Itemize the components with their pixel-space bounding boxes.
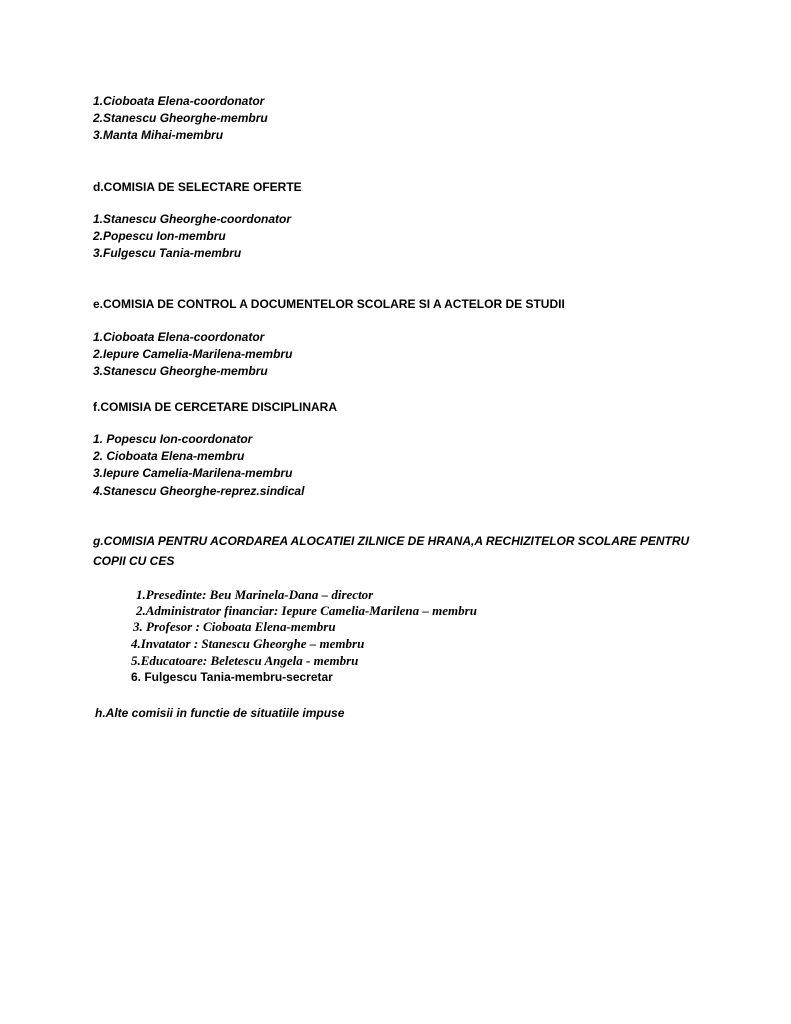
section-c-member-1: 1.Cioboata Elena-coordonator (93, 94, 265, 108)
section-g-member-2: 2.Administrator financiar: Iepure Camelia-Marilena – membru (136, 603, 477, 618)
section-e-member-2: 2.Iepure Camelia-Marilena-membru (93, 347, 293, 361)
section-f-member-3: 3.Iepure Camelia-Marilena-membru (93, 466, 293, 480)
section-g-title-line-1: g.COMISIA PENTRU ACORDAREA ALOCATIEI ZILNICE DE HRANA,A RECHIZITELOR SCOLARE PENTRU (93, 534, 690, 548)
section-e-title: e.COMISIA DE CONTROL A DOCUMENTELOR SCOLARE SI A ACTELOR DE STUDII (93, 297, 565, 311)
section-g-member-5: 5.Educatoare: Beletescu Angela - membru (131, 653, 359, 668)
section-d-member-3: 3.Fulgescu Tania-membru (93, 246, 242, 260)
section-f-member-2: 2. Cioboata Elena-membru (93, 449, 245, 463)
section-g-member-4: 4.Invatator : Stanescu Gheorghe – membru (131, 636, 365, 651)
section-c-member-2: 2.Stanescu Gheorghe-membru (93, 111, 268, 125)
section-g-title-line-2: COPII CU CES (93, 554, 175, 568)
section-c-member-3: 3.Manta Mihai-membru (93, 128, 224, 142)
section-e-member-1: 1.Cioboata Elena-coordonator (93, 330, 265, 344)
section-g-member-1: 1.Presedinte: Beu Marinela-Dana – director (136, 587, 374, 602)
section-f-member-4: 4.Stanescu Gheorghe-reprez.sindical (93, 484, 305, 498)
section-f-title: f.COMISIA DE CERCETARE DISCIPLINARA (93, 400, 338, 414)
section-d-member-1: 1.Stanescu Gheorghe-coordonator (93, 212, 292, 226)
section-g-member-6: 6. Fulgescu Tania-membru-secretar (131, 670, 333, 684)
section-g-member-3: 3. Profesor : Cioboata Elena-membru (133, 619, 336, 634)
section-d-title: d.COMISIA DE SELECTARE OFERTE (93, 180, 302, 194)
section-d-member-2: 2.Popescu Ion-membru (93, 229, 226, 243)
section-h-title: h.Alte comisii in functie de situatiile impuse (95, 706, 345, 720)
section-e-member-3: 3.Stanescu Gheorghe-membru (93, 364, 268, 378)
section-f-member-1: 1. Popescu Ion-coordonator (93, 432, 253, 446)
